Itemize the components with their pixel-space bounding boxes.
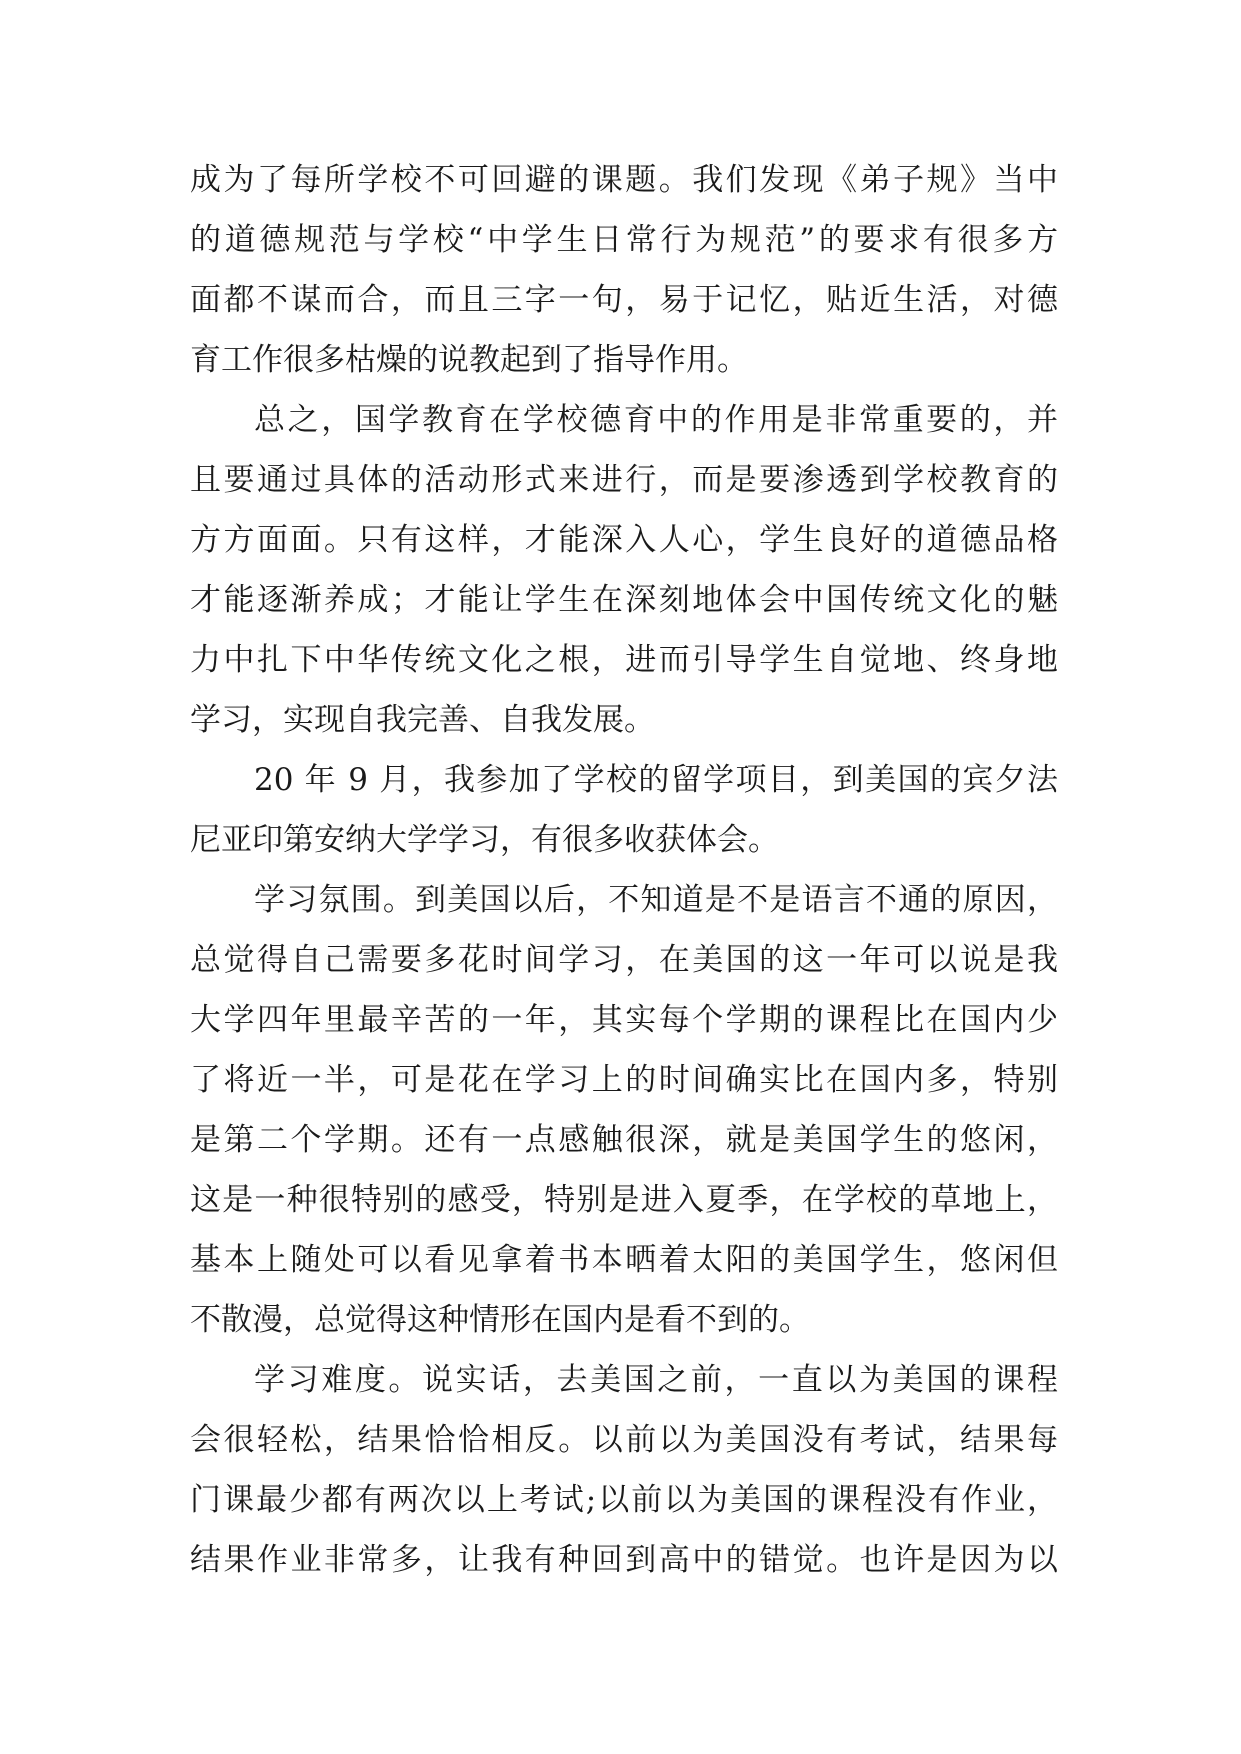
paragraph xyxy=(190,750,1058,870)
text-line: 育工作很多枯燥的说教起到了指导作用。 xyxy=(190,342,748,378)
text-line: 面都不谋而合，而且三字一句，易于记忆，贴近生活，对德 xyxy=(190,282,1058,318)
text-line: 总之，国学教育在学校德育中的作用是非常重要的，并 xyxy=(254,402,1058,438)
text-line: 是第二个学期。还有一点感触很深，就是美国学生的悠闲， xyxy=(190,1122,1058,1158)
text-line: 基本上随处可以看见拿着书本晒着太阳的美国学生，悠闲但 xyxy=(190,1242,1058,1278)
text-line: 了将近一半，可是花在学习上的时间确实比在国内多，特别 xyxy=(190,1062,1058,1098)
text-line: 门课最少都有两次以上考试;以前以为美国的课程没有作业， xyxy=(190,1482,1058,1518)
text-line: 成为了每所学校不可回避的课题。我们发现《弟子规》当中 xyxy=(190,162,1058,198)
text-line: 总觉得自己需要多花时间学习，在美国的这一年可以说是我 xyxy=(190,942,1058,978)
paragraph xyxy=(190,150,1058,390)
text-line: 学习难度。说实话，去美国之前，一直以为美国的课程 xyxy=(254,1362,1058,1398)
text-line: 的道德规范与学校“中学生日常行为规范”的要求有很多方 xyxy=(190,222,1058,258)
text-line: 力中扎下中华传统文化之根，进而引导学生自觉地、终身地 xyxy=(190,642,1058,678)
paragraph xyxy=(190,390,1058,750)
text-line: 会很轻松，结果恰恰相反。以前以为美国没有考试，结果每 xyxy=(190,1422,1058,1458)
text-line: 才能逐渐养成；才能让学生在深刻地体会中国传统文化的魅 xyxy=(190,582,1058,618)
paragraph xyxy=(190,1350,1058,1590)
text-line: 20 年 9 月，我参加了学校的留学项目，到美国的宾夕法 xyxy=(254,762,1058,798)
text-line: 结果作业非常多，让我有种回到高中的错觉。也许是因为以 xyxy=(190,1542,1058,1578)
text-line: 且要通过具体的活动形式来进行，而是要渗透到学校教育的 xyxy=(190,462,1058,498)
paragraph xyxy=(190,870,1058,1350)
text-line: 学习，实现自我完善、自我发展。 xyxy=(190,702,655,738)
text-line: 这是一种很特别的感受，特别是进入夏季，在学校的草地上， xyxy=(190,1182,1058,1218)
text-line: 学习氛围。到美国以后，不知道是不是语言不通的原因， xyxy=(254,882,1058,918)
text-line: 方方面面。只有这样，才能深入人心，学生良好的道德品格 xyxy=(190,522,1058,558)
text-line: 不散漫，总觉得这种情形在国内是看不到的。 xyxy=(190,1302,810,1338)
text-line: 尼亚印第安纳大学学习，有很多收获体会。 xyxy=(190,822,779,858)
document-body xyxy=(190,150,1058,1590)
text-line: 大学四年里最辛苦的一年，其实每个学期的课程比在国内少 xyxy=(190,1002,1058,1038)
